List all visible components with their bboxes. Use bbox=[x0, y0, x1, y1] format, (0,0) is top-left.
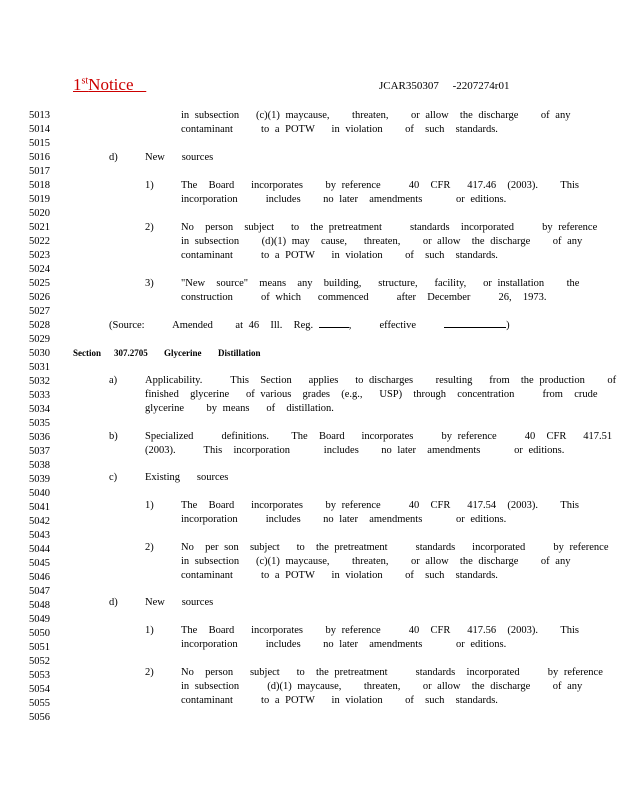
line-number: 5032 bbox=[29, 376, 50, 387]
subsection-label: d) bbox=[109, 597, 118, 608]
item-number: 1) bbox=[145, 625, 154, 636]
section-title-word: Distillation bbox=[218, 348, 261, 358]
text-line: contaminant to a POTW in violation of such standards. bbox=[181, 695, 498, 706]
line-number: 5038 bbox=[29, 460, 50, 471]
line-number: 5022 bbox=[29, 236, 50, 247]
text-line: The Board incorporates by reference 40 CFR 417.46 (2003). This bbox=[181, 180, 579, 191]
item-number: 2) bbox=[145, 542, 154, 553]
subsection-heading: Existing sources bbox=[145, 472, 229, 483]
source-text: ) bbox=[506, 320, 510, 331]
line-number: 5024 bbox=[29, 264, 50, 275]
text-line: incorporation includes no later amendments or editions. bbox=[181, 639, 507, 650]
item-number: 2) bbox=[145, 222, 154, 233]
section-title-word: Glycerine bbox=[164, 348, 202, 358]
line-number: 5013 bbox=[29, 110, 50, 121]
line-number: 5048 bbox=[29, 600, 50, 611]
text-line: The Board incorporates by reference 40 CFR 417.56 (2003). This bbox=[181, 625, 579, 636]
line-number: 5037 bbox=[29, 446, 50, 457]
text-line: finished glycerine of various grades (e.g., USP) through concentration from crude bbox=[145, 389, 598, 400]
text-line: (2003). This incorporation includes no later amendments or editions. bbox=[145, 445, 565, 456]
subsection-label: a) bbox=[109, 375, 118, 386]
text-line: in subsection (c)(1) maycause, threaten, or allow the discharge of any bbox=[181, 110, 571, 121]
line-number: 5051 bbox=[29, 642, 50, 653]
text-line: The Board incorporates by reference 40 CFR 417.54 (2003). This bbox=[181, 500, 579, 511]
text-line: contaminant to a POTW in violation of such standards. bbox=[181, 570, 498, 581]
line-number: 5047 bbox=[29, 586, 50, 597]
line-number: 5042 bbox=[29, 516, 50, 527]
line-number: 5021 bbox=[29, 222, 50, 233]
line-number: 5018 bbox=[29, 180, 50, 191]
text-line: in subsection (c)(1) maycause, threaten, or allow the discharge of any bbox=[181, 556, 571, 567]
line-number: 5039 bbox=[29, 474, 50, 485]
effective-date-blank bbox=[444, 318, 506, 328]
document-code: JCAR350307 -2207274r01 bbox=[379, 80, 510, 92]
subsection-label: c) bbox=[109, 472, 118, 483]
text-line: No per son subject to the pretreatment standards incorporated by reference bbox=[181, 542, 609, 553]
line-number: 5049 bbox=[29, 614, 50, 625]
line-number: 5056 bbox=[29, 712, 50, 723]
item-number: 1) bbox=[145, 500, 154, 511]
source-text: , effective bbox=[348, 320, 417, 331]
text-line: contaminant to a POTW in violation of such standards. bbox=[181, 250, 498, 261]
line-number: 5019 bbox=[29, 194, 50, 205]
text-line: incorporation includes no later amendments or editions. bbox=[181, 194, 507, 205]
text-line: in subsection (d)(1) may cause, threaten, or allow the discharge of any bbox=[181, 236, 583, 247]
section-label: Section bbox=[73, 348, 101, 358]
notice-number: 1 bbox=[73, 75, 82, 94]
line-number: 5035 bbox=[29, 418, 50, 429]
text-line: glycerine by means of distillation. bbox=[145, 403, 334, 414]
source-note bbox=[109, 318, 510, 332]
text-line: contaminant to a POTW in violation of such standards. bbox=[181, 124, 498, 135]
text-line: in subsection (d)(1) maycause, threaten, or allow the discharge of any bbox=[181, 681, 583, 692]
line-number: 5041 bbox=[29, 502, 50, 513]
line-number: 5040 bbox=[29, 488, 50, 499]
text-line: Specialized definitions. The Board incorporates by reference 40 CFR 417.51 bbox=[145, 431, 613, 442]
text-line: "New source" means any building, structure, facility, or installation the bbox=[181, 278, 580, 289]
line-number: 5017 bbox=[29, 166, 50, 177]
line-number: 5052 bbox=[29, 656, 50, 667]
line-number: 5045 bbox=[29, 558, 50, 569]
text-line: No person subject to the pretreatment standards incorporated by reference bbox=[181, 667, 603, 678]
line-number: 5014 bbox=[29, 124, 50, 135]
section-number: 307.2705 bbox=[114, 348, 148, 358]
line-number: 5043 bbox=[29, 530, 50, 541]
line-number: 5050 bbox=[29, 628, 50, 639]
line-number: 5020 bbox=[29, 208, 50, 219]
item-number: 1) bbox=[145, 180, 154, 191]
line-number: 5044 bbox=[29, 544, 50, 555]
line-number: 5015 bbox=[29, 138, 50, 149]
subsection-label: b) bbox=[109, 431, 118, 442]
notice-superscript: st bbox=[81, 75, 89, 87]
line-number: 5054 bbox=[29, 684, 50, 695]
line-number: 5036 bbox=[29, 432, 50, 443]
text-line: Applicability. This Section applies to discharges resulting from the production of bbox=[145, 375, 617, 386]
line-number: 5028 bbox=[29, 320, 50, 331]
line-number: 5027 bbox=[29, 306, 50, 317]
text-line: construction of which commenced after December 26, 1973. bbox=[181, 292, 547, 303]
line-number: 5033 bbox=[29, 390, 50, 401]
register-blank bbox=[319, 318, 349, 328]
subsection-label: d) bbox=[109, 152, 118, 163]
source-text: (Source: Amended at 46 Ill. Reg. bbox=[109, 320, 314, 331]
line-number: 5046 bbox=[29, 572, 50, 583]
notice-label bbox=[73, 75, 146, 95]
line-number: 5030 bbox=[29, 348, 50, 359]
text-line: incorporation includes no later amendments or editions. bbox=[181, 514, 507, 525]
line-number: 5029 bbox=[29, 334, 50, 345]
line-number: 5016 bbox=[29, 152, 50, 163]
line-number: 5053 bbox=[29, 670, 50, 681]
item-number: 2) bbox=[145, 667, 154, 678]
line-number: 5031 bbox=[29, 362, 50, 373]
subsection-heading: New sources bbox=[145, 152, 214, 163]
line-number: 5023 bbox=[29, 250, 50, 261]
line-number: 5026 bbox=[29, 292, 50, 303]
item-number: 3) bbox=[145, 278, 154, 289]
line-number: 5034 bbox=[29, 404, 50, 415]
notice-word: Notice bbox=[88, 75, 134, 94]
line-number: 5055 bbox=[29, 698, 50, 709]
line-number: 5025 bbox=[29, 278, 50, 289]
text-line: No person subject to the pretreatment standards incorporated by reference bbox=[181, 222, 598, 233]
subsection-heading: New sources bbox=[145, 597, 214, 608]
